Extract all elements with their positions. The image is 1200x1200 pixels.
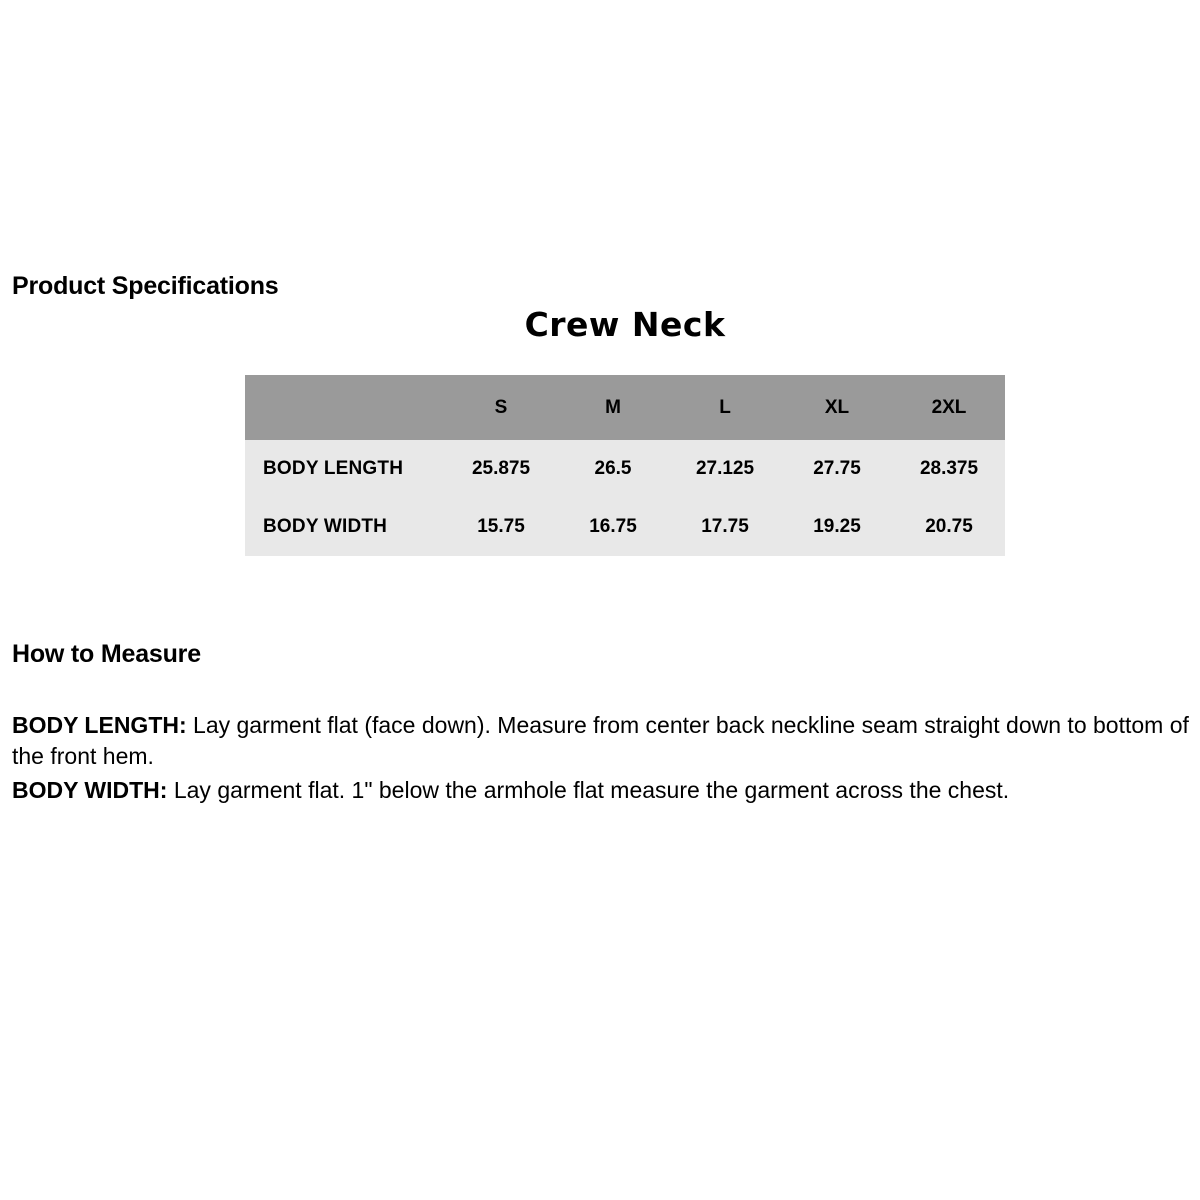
cell-body-width-2xl: 20.75 [925,516,973,537]
cell-body-width-l: 17.75 [701,516,749,537]
header-cell-l: L [719,396,731,418]
row-label-body-width: BODY WIDTH [263,516,388,537]
header-cell-m: M [605,396,621,418]
measure-paragraph-body-width [12,775,1192,806]
table-header-row [245,375,1005,440]
how-to-measure-heading: How to Measure [12,640,201,668]
cell-body-length-2xl: 28.375 [919,458,979,479]
header-cell-s: S [494,396,508,418]
cell-body-width-m: 16.75 [589,516,637,537]
measure-desc-body-width: Lay garment flat. 1" below the armhole flat measure the garment across the chest. [167,776,1010,803]
measure-term-body-width: BODY WIDTH: [12,776,168,803]
table-row [245,440,1005,498]
cell-body-width-xl: 19.25 [813,516,861,537]
measure-term-body-length: BODY LENGTH: [12,712,187,738]
size-chart-head [245,375,1005,440]
cell-body-length-m: 26.5 [594,458,632,479]
measure-paragraph-body-length [12,710,1192,773]
how-to-measure-text [12,710,1192,808]
header-cell-corner [245,375,445,440]
cell-body-length-xl: 27.75 [813,458,861,479]
measure-desc-body-length: Lay garment flat (face down). Measure from center back neckline seam straight down to bottom of the front hem. [12,712,1189,770]
cell-body-width-s: 15.75 [477,516,525,537]
cell-body-length-l: 27.125 [695,458,755,479]
table-row [245,498,1005,556]
size-chart-title: Crew Neck [524,305,726,344]
header-cell-xl: XL [824,396,850,418]
row-label-body-length: BODY LENGTH [263,458,404,479]
product-specifications-heading: Product Specifications [12,272,279,300]
size-chart-body [245,440,1005,556]
header-cell-2xl: 2XL [931,396,967,418]
cell-body-length-s: 25.875 [471,458,531,479]
size-chart-table [245,375,1005,556]
